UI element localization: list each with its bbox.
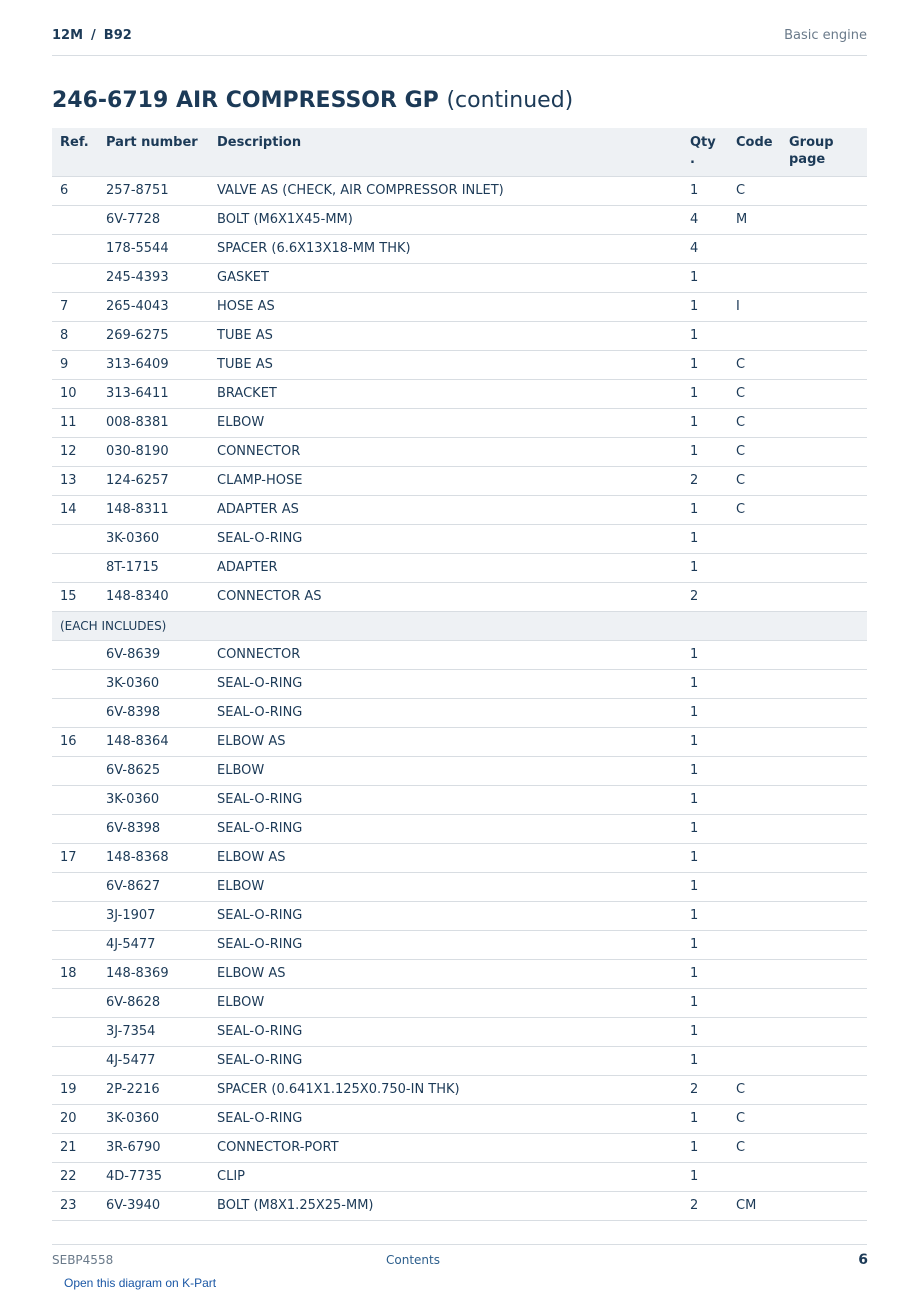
table-row — [52, 1075, 867, 1104]
open-kpart-link[interactable]: Open this diagram on K-Part — [64, 1276, 217, 1290]
part-number-cell: 3K-0360 — [98, 785, 209, 814]
ref-cell: 22 — [52, 1162, 98, 1191]
col-ref-header: Ref. — [52, 128, 98, 176]
part-number-cell: 6V-8398 — [98, 814, 209, 843]
ref-cell: 20 — [52, 1104, 98, 1133]
ref-cell: 21 — [52, 1133, 98, 1162]
ref-cell — [52, 669, 98, 698]
part-number-cell: 6V-8628 — [98, 988, 209, 1017]
col-code-header: Code — [728, 128, 781, 176]
description-cell: CLAMP-HOSE — [209, 466, 682, 495]
code-cell — [728, 263, 781, 292]
part-number-cell: 257-8751 — [98, 176, 209, 205]
part-number-cell: 008-8381 — [98, 408, 209, 437]
table-row — [52, 756, 867, 785]
description-cell: SEAL-O-RING — [209, 1046, 682, 1075]
ref-cell: 19 — [52, 1075, 98, 1104]
table-row — [52, 205, 867, 234]
group-page-cell — [781, 466, 867, 495]
group-page-cell — [781, 553, 867, 582]
description-cell: ELBOW — [209, 756, 682, 785]
description-cell: SEAL-O-RING — [209, 901, 682, 930]
qty-cell: 4 — [682, 205, 728, 234]
description-cell: SEAL-O-RING — [209, 930, 682, 959]
code-cell — [728, 901, 781, 930]
description-cell: CLIP — [209, 1162, 682, 1191]
description-cell: SPACER (0.641X1.125X0.750-IN THK) — [209, 1075, 682, 1104]
footer-divider — [52, 1244, 867, 1245]
part-number-cell: 6V-8627 — [98, 872, 209, 901]
code-cell — [728, 640, 781, 669]
group-page-cell — [781, 205, 867, 234]
description-cell: CONNECTOR-PORT — [209, 1133, 682, 1162]
code-cell — [728, 959, 781, 988]
code-cell — [728, 553, 781, 582]
qty-cell: 1 — [682, 1133, 728, 1162]
qty-cell: 2 — [682, 1075, 728, 1104]
description-cell: CONNECTOR — [209, 640, 682, 669]
code-cell — [728, 698, 781, 727]
code-cell — [728, 872, 781, 901]
description-cell: GASKET — [209, 263, 682, 292]
qty-cell: 2 — [682, 466, 728, 495]
group-page-cell — [781, 1017, 867, 1046]
ref-cell — [52, 263, 98, 292]
qty-cell: 1 — [682, 698, 728, 727]
group-page-cell — [781, 1104, 867, 1133]
group-page-cell — [781, 814, 867, 843]
part-number-cell: 313-6411 — [98, 379, 209, 408]
page-header — [52, 28, 867, 43]
part-number-cell: 265-4043 — [98, 292, 209, 321]
table-row — [52, 1104, 867, 1133]
group-page-cell — [781, 930, 867, 959]
table-row — [52, 988, 867, 1017]
ref-cell — [52, 872, 98, 901]
part-number-cell: 148-8369 — [98, 959, 209, 988]
table-header-row — [52, 128, 867, 176]
qty-cell: 1 — [682, 669, 728, 698]
ref-cell: 9 — [52, 350, 98, 379]
code-cell: C — [728, 1104, 781, 1133]
group-page-cell — [781, 785, 867, 814]
table-row — [52, 1162, 867, 1191]
description-cell: ELBOW — [209, 872, 682, 901]
code-cell — [728, 756, 781, 785]
group-page-cell — [781, 669, 867, 698]
parts-table — [52, 128, 867, 1221]
table-row — [52, 350, 867, 379]
part-number-cell: 4J-5477 — [98, 1046, 209, 1075]
table-row — [52, 814, 867, 843]
code-cell: C — [728, 437, 781, 466]
group-page-cell — [781, 959, 867, 988]
code-cell: C — [728, 1133, 781, 1162]
group-page-cell — [781, 640, 867, 669]
parts-table-body — [52, 176, 867, 1220]
part-number-cell: 148-8340 — [98, 582, 209, 611]
group-page-cell — [781, 234, 867, 263]
group-page-cell — [781, 901, 867, 930]
table-row — [52, 495, 867, 524]
ref-cell — [52, 930, 98, 959]
group-page-cell — [781, 1162, 867, 1191]
code-cell — [728, 785, 781, 814]
table-row — [52, 379, 867, 408]
document-id: SEBP4558 — [52, 1253, 114, 1267]
description-cell: ELBOW — [209, 408, 682, 437]
part-number-cell: 2P-2216 — [98, 1075, 209, 1104]
qty-cell: 1 — [682, 843, 728, 872]
code-cell: I — [728, 292, 781, 321]
group-page-cell — [781, 1075, 867, 1104]
part-number-cell: 148-8368 — [98, 843, 209, 872]
part-number-cell: 124-6257 — [98, 466, 209, 495]
group-page-cell — [781, 321, 867, 350]
code-cell: C — [728, 350, 781, 379]
qty-cell: 1 — [682, 1046, 728, 1075]
col-group-page-header: Group page — [781, 128, 867, 176]
ref-cell: 11 — [52, 408, 98, 437]
contents-link[interactable]: Contents — [386, 1253, 440, 1267]
table-row — [52, 408, 867, 437]
code-cell — [728, 1162, 781, 1191]
ref-cell: 7 — [52, 292, 98, 321]
code-cell: C — [728, 379, 781, 408]
group-page-cell — [781, 1046, 867, 1075]
ref-cell — [52, 234, 98, 263]
qty-cell: 1 — [682, 176, 728, 205]
part-number-cell: 178-5544 — [98, 234, 209, 263]
code-cell — [728, 843, 781, 872]
qty-cell: 1 — [682, 379, 728, 408]
description-cell: SEAL-O-RING — [209, 524, 682, 553]
ref-cell: 17 — [52, 843, 98, 872]
table-row — [52, 930, 867, 959]
description-cell: ELBOW AS — [209, 843, 682, 872]
breadcrumb — [52, 28, 132, 43]
description-cell: BOLT (M6X1X45-MM) — [209, 205, 682, 234]
qty-cell: 1 — [682, 959, 728, 988]
ref-cell — [52, 756, 98, 785]
ref-cell — [52, 814, 98, 843]
description-cell: ELBOW AS — [209, 959, 682, 988]
qty-cell: 4 — [682, 234, 728, 263]
qty-cell: 1 — [682, 292, 728, 321]
description-cell: SEAL-O-RING — [209, 1104, 682, 1133]
group-page-cell — [781, 524, 867, 553]
table-row — [52, 466, 867, 495]
part-number-cell: 8T-1715 — [98, 553, 209, 582]
ref-cell — [52, 785, 98, 814]
qty-cell: 1 — [682, 1162, 728, 1191]
description-cell: HOSE AS — [209, 292, 682, 321]
part-number-cell: 6V-8625 — [98, 756, 209, 785]
table-row — [52, 263, 867, 292]
table-row — [52, 321, 867, 350]
part-number-cell: 148-8311 — [98, 495, 209, 524]
description-cell: ADAPTER — [209, 553, 682, 582]
page-title — [52, 88, 573, 113]
part-number-cell: 3K-0360 — [98, 669, 209, 698]
code-cell — [728, 814, 781, 843]
ref-cell — [52, 698, 98, 727]
part-number-cell: 3K-0360 — [98, 1104, 209, 1133]
code-cell — [728, 1046, 781, 1075]
code-cell: M — [728, 205, 781, 234]
group-page-cell — [781, 988, 867, 1017]
part-number-cell: 030-8190 — [98, 437, 209, 466]
code-cell: C — [728, 466, 781, 495]
code-cell — [728, 669, 781, 698]
qty-cell: 1 — [682, 814, 728, 843]
ref-cell: 12 — [52, 437, 98, 466]
code-cell — [728, 1017, 781, 1046]
description-cell: CONNECTOR AS — [209, 582, 682, 611]
qty-cell: 1 — [682, 640, 728, 669]
ref-cell — [52, 553, 98, 582]
code-cell: C — [728, 1075, 781, 1104]
description-cell: SEAL-O-RING — [209, 814, 682, 843]
description-cell: BRACKET — [209, 379, 682, 408]
qty-cell: 1 — [682, 727, 728, 756]
part-number-cell: 148-8364 — [98, 727, 209, 756]
table-row — [52, 698, 867, 727]
ref-cell — [52, 901, 98, 930]
qty-cell: 1 — [682, 756, 728, 785]
group-page-cell — [781, 843, 867, 872]
qty-cell: 1 — [682, 1017, 728, 1046]
ref-cell — [52, 1046, 98, 1075]
qty-cell: 1 — [682, 930, 728, 959]
group-page-cell — [781, 495, 867, 524]
table-row — [52, 234, 867, 263]
code-cell: C — [728, 495, 781, 524]
qty-cell: 1 — [682, 901, 728, 930]
group-page-cell — [781, 727, 867, 756]
part-number-cell: 6V-7728 — [98, 205, 209, 234]
table-row — [52, 1017, 867, 1046]
description-cell: TUBE AS — [209, 321, 682, 350]
table-row — [52, 1191, 867, 1220]
group-page-cell — [781, 379, 867, 408]
ref-cell — [52, 524, 98, 553]
qty-cell: 1 — [682, 872, 728, 901]
description-cell: SEAL-O-RING — [209, 669, 682, 698]
description-cell: CONNECTOR — [209, 437, 682, 466]
description-cell: ELBOW AS — [209, 727, 682, 756]
group-title: 246-6719 AIR COMPRESSOR GP — [52, 88, 439, 113]
group-page-cell — [781, 263, 867, 292]
code-cell — [728, 234, 781, 263]
table-row — [52, 1046, 867, 1075]
section-label: Basic engine — [784, 28, 867, 43]
part-number-cell: 3K-0360 — [98, 524, 209, 553]
qty-cell: 1 — [682, 495, 728, 524]
ref-cell — [52, 1017, 98, 1046]
part-number-cell: 3R-6790 — [98, 1133, 209, 1162]
table-row — [52, 785, 867, 814]
code-cell — [728, 321, 781, 350]
page-number: 6 — [858, 1252, 868, 1268]
qty-cell: 1 — [682, 437, 728, 466]
qty-cell: 1 — [682, 1104, 728, 1133]
code-cell — [728, 988, 781, 1017]
table-row — [52, 843, 867, 872]
ref-cell: 13 — [52, 466, 98, 495]
group-page-cell — [781, 698, 867, 727]
table-row — [52, 582, 867, 611]
note-cell: (EACH INCLUDES) — [52, 611, 867, 640]
description-cell: SEAL-O-RING — [209, 1017, 682, 1046]
code-cell — [728, 524, 781, 553]
code-cell: CM — [728, 1191, 781, 1220]
qty-cell: 2 — [682, 1191, 728, 1220]
ref-cell: 6 — [52, 176, 98, 205]
qty-cell: 1 — [682, 408, 728, 437]
part-number-cell: 4J-5477 — [98, 930, 209, 959]
ref-cell — [52, 205, 98, 234]
part-number-cell: 4D-7735 — [98, 1162, 209, 1191]
ref-cell: 10 — [52, 379, 98, 408]
group-page-cell — [781, 292, 867, 321]
part-number-cell: 313-6409 — [98, 350, 209, 379]
serial-prefix: B92 — [103, 28, 132, 43]
table-row — [52, 292, 867, 321]
breadcrumb-separator: / — [91, 28, 96, 43]
table-row — [52, 553, 867, 582]
table-row — [52, 437, 867, 466]
group-page-cell — [781, 1191, 867, 1220]
group-page-cell — [781, 350, 867, 379]
table-row — [52, 727, 867, 756]
table-row — [52, 901, 867, 930]
table-row — [52, 669, 867, 698]
part-number-cell: 6V-8639 — [98, 640, 209, 669]
qty-cell: 1 — [682, 524, 728, 553]
group-page-cell — [781, 176, 867, 205]
qty-cell: 1 — [682, 988, 728, 1017]
ref-cell: 16 — [52, 727, 98, 756]
description-cell: VALVE AS (CHECK, AIR COMPRESSOR INLET) — [209, 176, 682, 205]
description-cell: BOLT (M8X1.25X25-MM) — [209, 1191, 682, 1220]
qty-cell: 1 — [682, 785, 728, 814]
code-cell — [728, 930, 781, 959]
group-page-cell — [781, 437, 867, 466]
code-cell: C — [728, 408, 781, 437]
ref-cell: 18 — [52, 959, 98, 988]
ref-cell: 23 — [52, 1191, 98, 1220]
qty-cell: 1 — [682, 321, 728, 350]
table-row — [52, 872, 867, 901]
group-page-cell — [781, 1133, 867, 1162]
qty-cell: 1 — [682, 263, 728, 292]
ref-cell — [52, 988, 98, 1017]
code-cell — [728, 727, 781, 756]
col-description-header: Description — [209, 128, 682, 176]
part-number-cell: 245-4393 — [98, 263, 209, 292]
group-page-cell — [781, 582, 867, 611]
description-cell: SPACER (6.6X13X18-MM THK) — [209, 234, 682, 263]
table-row — [52, 640, 867, 669]
qty-cell: 2 — [682, 582, 728, 611]
ref-cell: 8 — [52, 321, 98, 350]
table-row — [52, 959, 867, 988]
part-number-cell: 6V-8398 — [98, 698, 209, 727]
title-suffix: (continued) — [446, 88, 574, 113]
description-cell: TUBE AS — [209, 350, 682, 379]
group-page-cell — [781, 872, 867, 901]
ref-cell: 14 — [52, 495, 98, 524]
qty-cell: 1 — [682, 350, 728, 379]
code-cell: C — [728, 176, 781, 205]
ref-cell — [52, 640, 98, 669]
description-cell: SEAL-O-RING — [209, 698, 682, 727]
group-page-cell — [781, 408, 867, 437]
note-row — [52, 611, 867, 640]
code-cell — [728, 582, 781, 611]
part-number-cell: 6V-3940 — [98, 1191, 209, 1220]
part-number-cell: 269-6275 — [98, 321, 209, 350]
col-qty-header: Qty . — [682, 128, 728, 176]
model-code: 12M — [52, 28, 84, 43]
group-page-cell — [781, 756, 867, 785]
part-number-cell: 3J-7354 — [98, 1017, 209, 1046]
ref-cell: 15 — [52, 582, 98, 611]
table-row — [52, 524, 867, 553]
qty-cell: 1 — [682, 553, 728, 582]
description-cell: ADAPTER AS — [209, 495, 682, 524]
col-part-number-header: Part number — [98, 128, 209, 176]
table-row — [52, 1133, 867, 1162]
header-divider — [52, 55, 867, 56]
description-cell: SEAL-O-RING — [209, 785, 682, 814]
description-cell: ELBOW — [209, 988, 682, 1017]
table-row — [52, 176, 867, 205]
part-number-cell: 3J-1907 — [98, 901, 209, 930]
